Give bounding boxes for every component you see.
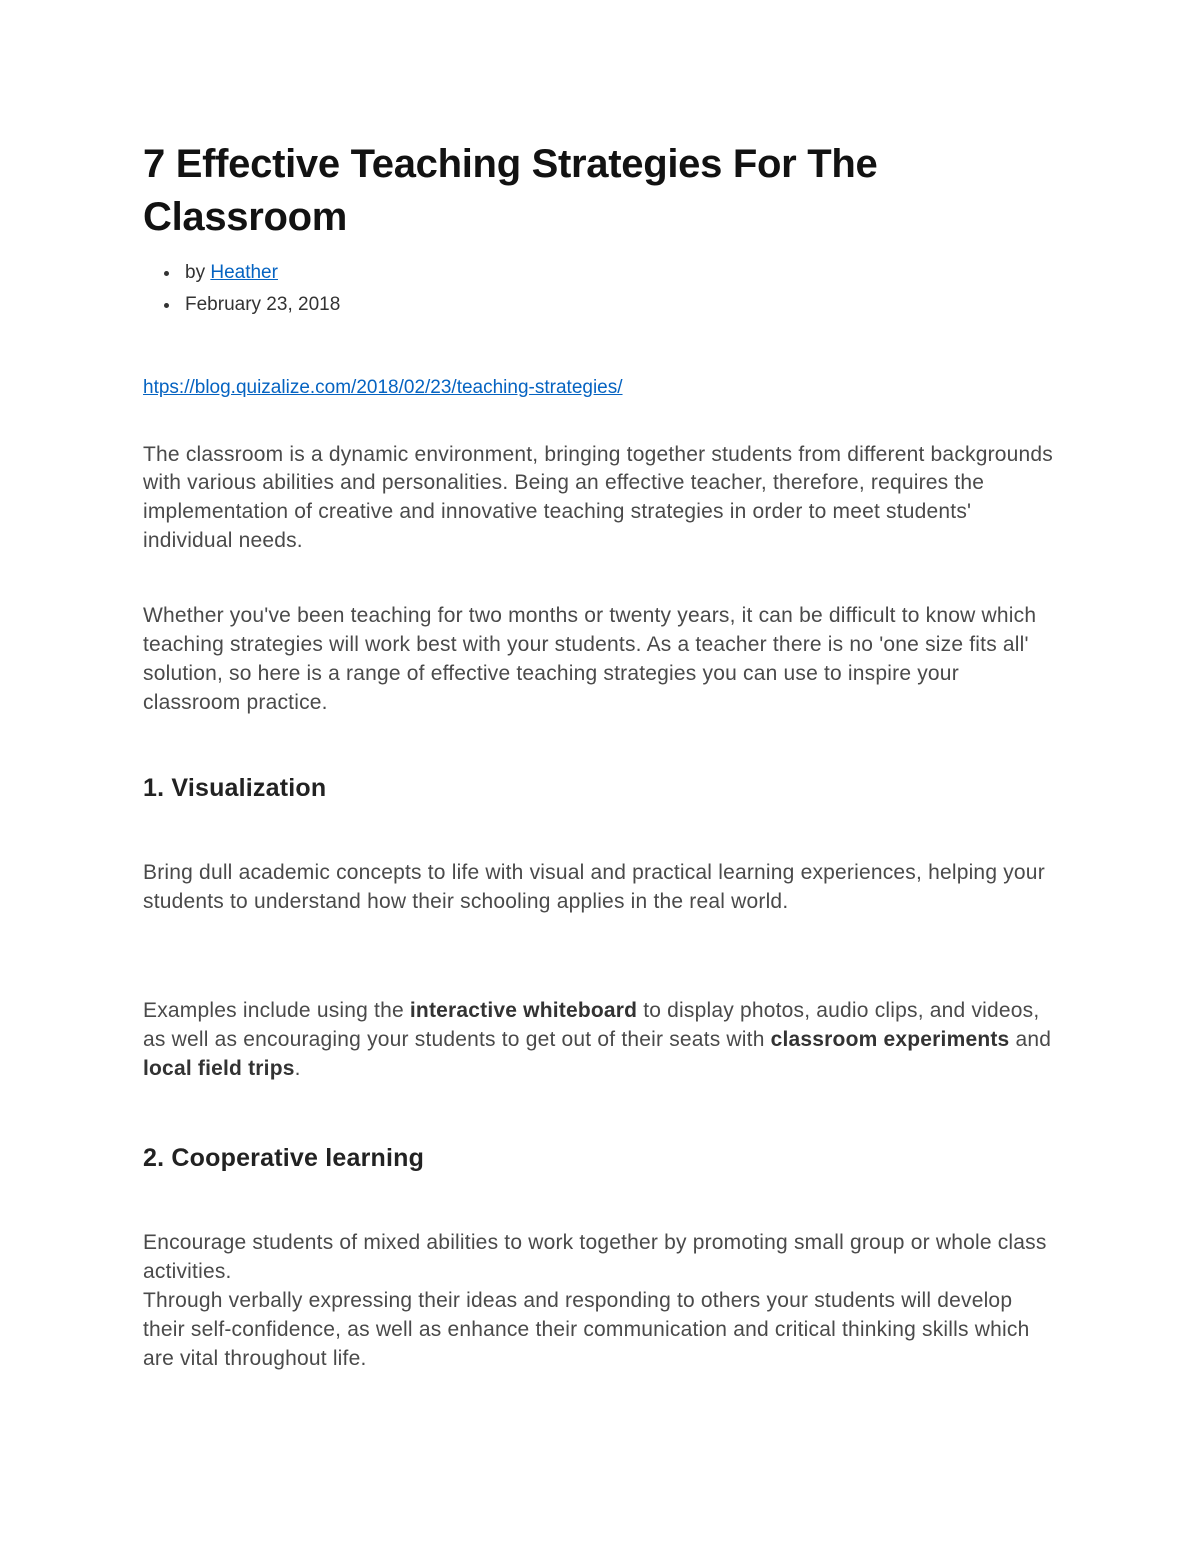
page-title: 7 Effective Teaching Strategies For The Classroom bbox=[143, 142, 878, 239]
text-segment: Encourage students of mixed abilities to work together by promoting small group or whole class activities. bbox=[143, 1231, 1047, 1284]
author-link[interactable]: Heather bbox=[210, 261, 278, 283]
text-segment: Examples include using the bbox=[143, 999, 410, 1023]
bold-text-local-field-trips: local field trips bbox=[143, 1057, 295, 1081]
paragraph-visualization-examples bbox=[143, 997, 1058, 1084]
paragraph-intro-1: The classroom is a dynamic environment, bringing together students from different backgrounds with various abilities and personalities. Being an effective teacher, therefore, requires the implementation of creative and innovative teaching strategies in order to meet students' individual needs. bbox=[143, 442, 1054, 553]
text-segment: Through verbally expressing their ideas and responding to others your students will develop their self-confidence, as well as enhance their communication and critical thinking skills which are vital throughout life. bbox=[143, 1289, 1030, 1370]
paragraph-intro-2: Whether you've been teaching for two months or twenty years, it can be difficult to know which teaching strategies will work best with your students. As a teacher there is no 'one size fits all' solution, so here is a range of effective teaching strategies you can use to inspire your classroom practice. bbox=[143, 604, 1037, 715]
section-heading-cooperative-learning: 2. Cooperative learning bbox=[143, 1144, 425, 1173]
text-segment: to display photos, audio clips, and videos, as well as encouraging your students to get out of their seats with bbox=[143, 999, 1040, 1052]
byline-list bbox=[181, 260, 1058, 318]
byline-item-author bbox=[181, 260, 1058, 286]
bold-text-interactive-whiteboard: interactive whiteboard bbox=[409, 999, 638, 1023]
paragraph-cooperative-learning bbox=[143, 1229, 1058, 1374]
text-segment: and bbox=[1009, 1028, 1052, 1052]
byline-date: February 23, 2018 bbox=[185, 294, 341, 316]
byline-item-date bbox=[181, 292, 1058, 318]
source-url-link[interactable]: htps://blog.quizalize.com/2018/02/23/teaching-strategies/ bbox=[143, 376, 623, 398]
section-heading-visualization: 1. Visualization bbox=[143, 774, 327, 803]
byline-prefix: by bbox=[185, 261, 206, 283]
paragraph-visualization-1: Bring dull academic concepts to life with visual and practical learning experiences, helping your students to understand how their schooling applies in the real world. bbox=[143, 861, 1045, 914]
text-segment: . bbox=[294, 1057, 301, 1081]
bold-text-classroom-experiments: classroom experiments bbox=[770, 1028, 1010, 1052]
